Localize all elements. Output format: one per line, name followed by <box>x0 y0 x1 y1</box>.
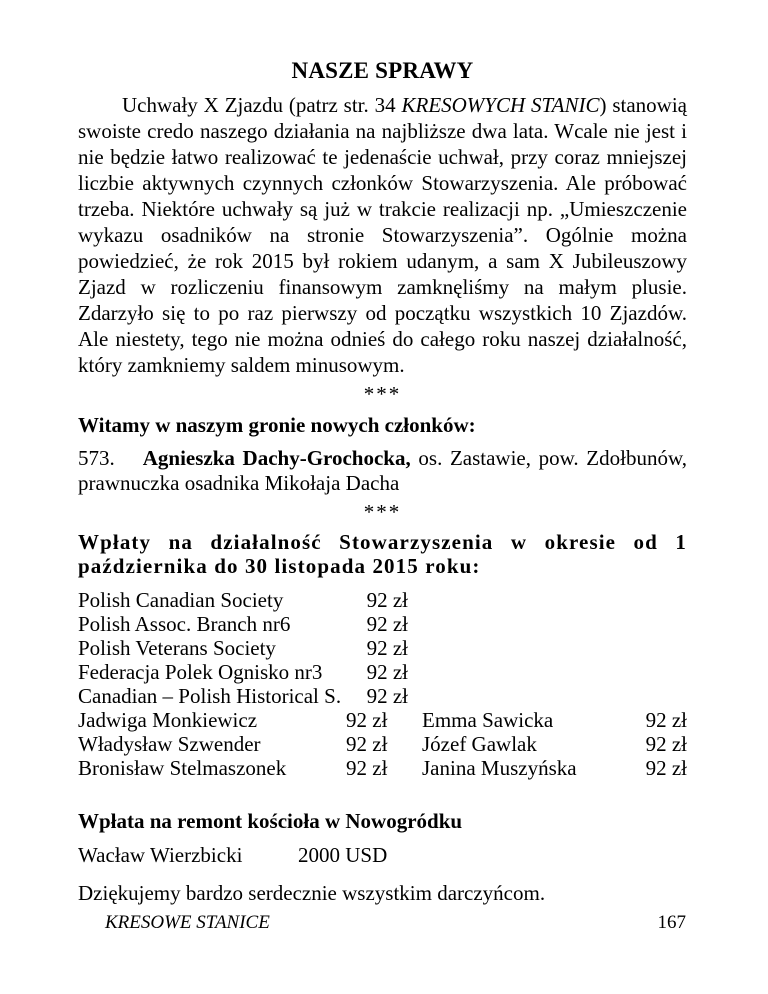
church-donation-amount: 2000 USD <box>298 843 388 867</box>
donation-amount: 92 zł <box>346 732 388 756</box>
donor-name: Canadian – Polish Historical S. <box>78 684 342 708</box>
section-separator: *** <box>363 382 402 406</box>
donor-name: Polish Assoc. Branch nr6 <box>78 612 291 636</box>
page-title: NASZE SPRAWY <box>291 58 474 83</box>
donor-name: Federacja Polek Ognisko nr3 <box>78 660 323 684</box>
donations-list <box>78 588 687 780</box>
donor-name: Władysław Szwender <box>78 732 261 756</box>
donation-amount: 92 zł <box>346 756 388 780</box>
member-details: os. Zastawie, pow. Zdołbunów, prawnuczka osadnika Mikołaja Dacha <box>78 446 688 495</box>
donation-amount: 92 zł <box>366 612 408 636</box>
donation-row <box>78 636 687 660</box>
new-members-heading: Witamy w naszym gronie nowych członków: <box>78 413 476 437</box>
donor-name: Polish Veterans Society <box>78 636 276 660</box>
donation-row <box>78 732 687 756</box>
section-separator: *** <box>363 500 402 524</box>
new-member-entry <box>78 446 687 496</box>
donation-row <box>78 684 687 708</box>
donation-amount: 92 zł <box>346 708 388 732</box>
donation-row <box>78 660 687 684</box>
donation-amount-right: 92 zł <box>645 756 687 780</box>
donor-name-right: Janina Muszyńska <box>422 756 577 780</box>
donation-amount: 92 zł <box>366 660 408 684</box>
donations-heading: Wpłaty na działalność Stowarzyszenia w okresie od 1 października do 30 listopada 2015 roku: <box>78 530 687 578</box>
donor-name-right: Józef Gawlak <box>422 732 537 756</box>
intro-paragraph <box>78 92 687 378</box>
intro-text-rest: ) stanowią swoiste credo naszego działania na najbliższe dwa lata. Wcale nie jest i nie będzie łatwo realizować te jedenaście uchwał, przy coraz mniejszej liczbie aktywnych czynnych członków Stowarzyszenia. Ale próbować trzeba. Niektóre uchwały są już w trakcie realizacji np. „Umieszczenie wykazu osadników na stronie Stowarzyszenia”. Ogólnie można powiedzieć, że rok 2015 był rokiem udanym, a sam X Jubileuszowy Zjazd w rozliczeniu finansowym zamknęliśmy na małym plusie. Zdarzyło się to po raz pierwszy od początku wszystkich 10 Zjazdów. Ale niestety, tego nie można odnieś do całego roku naszej działalność, który zamkniemy saldem minusowym. <box>78 93 687 377</box>
intro-text-start: Uchwały X Zjazdu (patrz str. 34 <box>122 93 402 117</box>
page-number: 167 <box>657 912 686 933</box>
donation-amount-right: 92 zł <box>645 732 687 756</box>
donation-amount: 92 zł <box>366 636 408 660</box>
page-body <box>78 58 687 906</box>
donor-name-right: Emma Sawicka <box>422 708 554 732</box>
page-footer <box>105 912 686 938</box>
donor-name: Bronisław Stelmaszonek <box>78 756 287 780</box>
church-donation-row <box>78 842 687 868</box>
member-name: Agnieszka Dachy-Grochocka, <box>142 446 411 470</box>
donation-amount: 92 zł <box>366 588 408 612</box>
donor-name: Polish Canadian Society <box>78 588 284 612</box>
publication-name: KRESOWE STANICE <box>105 912 270 933</box>
donation-row <box>78 708 687 732</box>
church-donor-name: Wacław Wierzbicki <box>78 843 243 867</box>
member-number: 573. <box>78 446 115 470</box>
donation-amount-right: 92 zł <box>645 708 687 732</box>
donation-row <box>78 588 687 612</box>
donation-row <box>78 612 687 636</box>
church-donation-heading: Wpłata na remont kościoła w Nowogródku <box>78 809 463 833</box>
donation-row <box>78 756 687 780</box>
donor-name: Jadwiga Monkiewicz <box>78 708 258 732</box>
donation-amount: 92 zł <box>366 684 408 708</box>
thanks-line: Dziękujemy bardzo serdecznie wszystkim darczyńcom. <box>78 881 546 905</box>
intro-italic-title: KRESOWYCH STANIC <box>401 93 600 117</box>
